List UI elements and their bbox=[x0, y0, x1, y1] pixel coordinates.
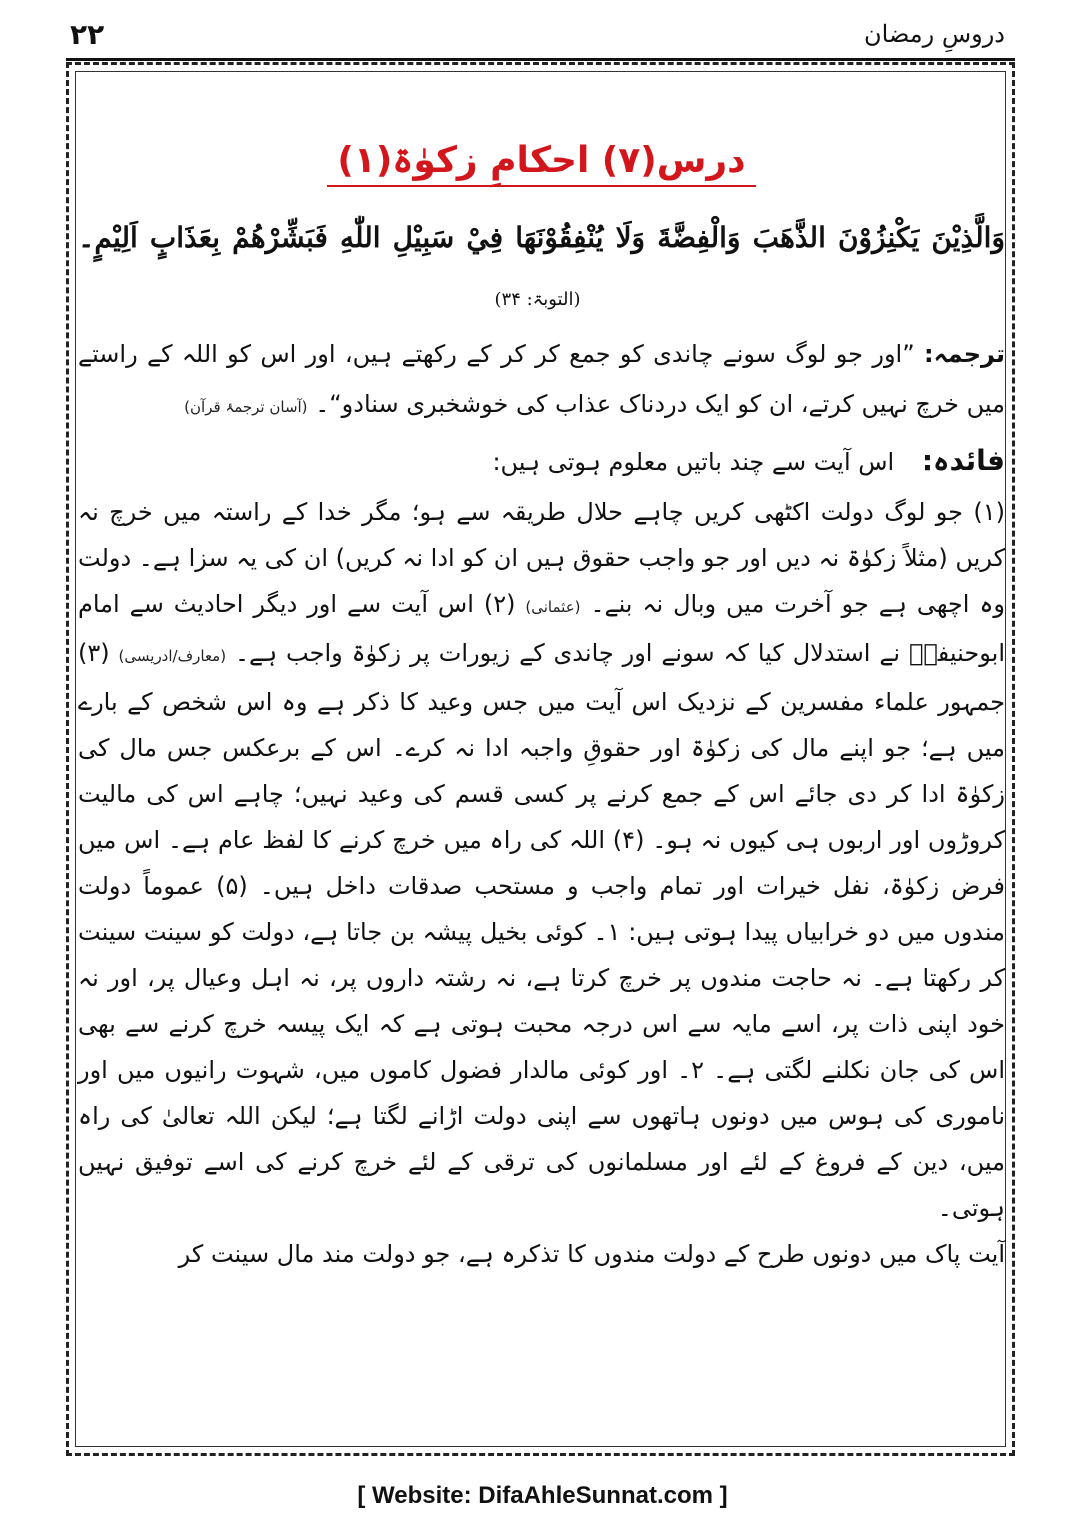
page-number: ۲۲ bbox=[70, 18, 105, 51]
lesson-title: درس(۷) احکامِ زکوٰۃ(۱) bbox=[327, 140, 755, 187]
lesson-title-wrap bbox=[78, 140, 1005, 187]
translation bbox=[78, 329, 1005, 432]
verse-reference: (التوبۃ: ۳۴) bbox=[494, 289, 581, 310]
body-ref-maarif: (معارف/ادریسی) bbox=[118, 647, 227, 665]
verse-text: وَالَّذِيْنَ يَكْنِزُوْنَ الذَّهَبَ وَالْفِضَّةَ وَلَا يُنْفِقُوْنَهَا فِيْ سَبِيْلِ اللّٰهِ فَبَشِّرْهُمْ بِعَذَابٍ اَلِيْمٍ۔ bbox=[78, 221, 1005, 254]
faida-label: فائدہ: bbox=[921, 444, 1005, 477]
translation-source: (آسان ترجمۂ قرآن) bbox=[184, 398, 308, 416]
body-point-2: (۲) اس آیت سے اور دیگر احادیث سے امام ابوحنیفہؒ نے استدلال کیا کہ سونے اور چاندی کے زیورات پر زکوٰۃ واجب ہے۔ bbox=[78, 590, 1005, 667]
translation-text: ”اور جو لوگ سونے چاندی کو جمع کر کر کے رکھتے ہیں، اور اس کو اللہ کے راستے میں خرچ نہیں کرتے، ان کو ایک دردناک عذاب کی خوشخبری سنادو“۔ bbox=[78, 340, 1005, 418]
content bbox=[78, 140, 1005, 1277]
header-rule bbox=[66, 58, 1015, 61]
quran-verse bbox=[78, 209, 1005, 329]
body-points-3-5: (۳) جمہور علماء مفسرین کے نزدیک اس آیت میں جس وعید کا ذکر ہے وہ اس شخص کے بارے میں ہے؛ جو اپنے مال کی زکوٰۃ اور حقوقِ واجبہ ادا نہ کرے۔ اس کے برعکس جس مال کی زکوٰۃ ادا کر دی جائے اس کے جمع کرنے پر کسی قسم کی وعید نہیں؛ چاہے اس کی مالیت کروڑوں اور اربوں ہی کیوں نہ ہو۔ (۴) اللہ کی راہ میں خرچ کرنے کا لفظ عام ہے۔ اس میں فرض زکوٰۃ، نفل خیرات اور تمام واجب و مستحب صدقات داخل ہیں۔ (۵) عموماً دولت مندوں میں دو خرابیاں پیدا ہوتی ہیں: ۱۔ کوئی بخیل پیشہ بن جاتا ہے، دولت کو سینت سینت کر رکھتا ہے۔ نہ حاجت مندوں پر خرچ کرتا ہے، نہ رشتہ داروں پر، نہ اہل وعیال پر، اور نہ خود اپنی ذات پر، اسے مایہ سے اس درجہ محبت ہوتی ہے کہ ایک پیسہ خرچ کرنے سے بھی اس کی جان نکلنے لگتی ہے۔ ۲۔ اور کوئی مالدار فضول کاموں میں، شہوت رانیوں میں اور ناموری کی ہوس میں دونوں ہاتھوں سے اپنی دولت اڑانے لگتا ہے؛ لیکن اللہ تعالیٰ کی راہ میں، دین کے فروغ کے لئے اور مسلمانوں کی ترقی کے لئے خرچ کرنے کی اسے توفیق نہیں ہوتی۔ bbox=[78, 639, 1005, 1222]
body-point-1: (۱) جو لوگ دولت اکٹھی کریں چاہے حلال طریقہ سے ہو؛ مگر خدا کے راستہ میں خرچ نہ کریں (مثلاً زکوٰۃ نہ دیں اور جو واجب حقوق ہیں ان کو ادا نہ کریں) ان کی یہ سزا ہے۔ دولت وہ اچھی ہے جو آخرت میں وبال نہ بنے۔ bbox=[78, 498, 1005, 618]
faida-row bbox=[78, 436, 1005, 487]
faida-intro: اس آیت سے چند باتیں معلوم ہوتی ہیں: bbox=[492, 448, 895, 476]
body-ref-uthmani: (عثمانی) bbox=[525, 598, 581, 616]
body-paragraph bbox=[78, 489, 1005, 1231]
translation-label: ترجمہ: bbox=[924, 340, 1005, 368]
body-paragraph-last: آیت پاک میں دونوں طرح کے دولت مندوں کا تذکرہ ہے، جو دولت مند مال سینت کر bbox=[178, 1240, 1005, 1268]
book-title: دروسِ رمضان bbox=[864, 20, 1005, 48]
footer-website: [ Website: DifaAhleSunnat.com ] bbox=[357, 1482, 728, 1509]
